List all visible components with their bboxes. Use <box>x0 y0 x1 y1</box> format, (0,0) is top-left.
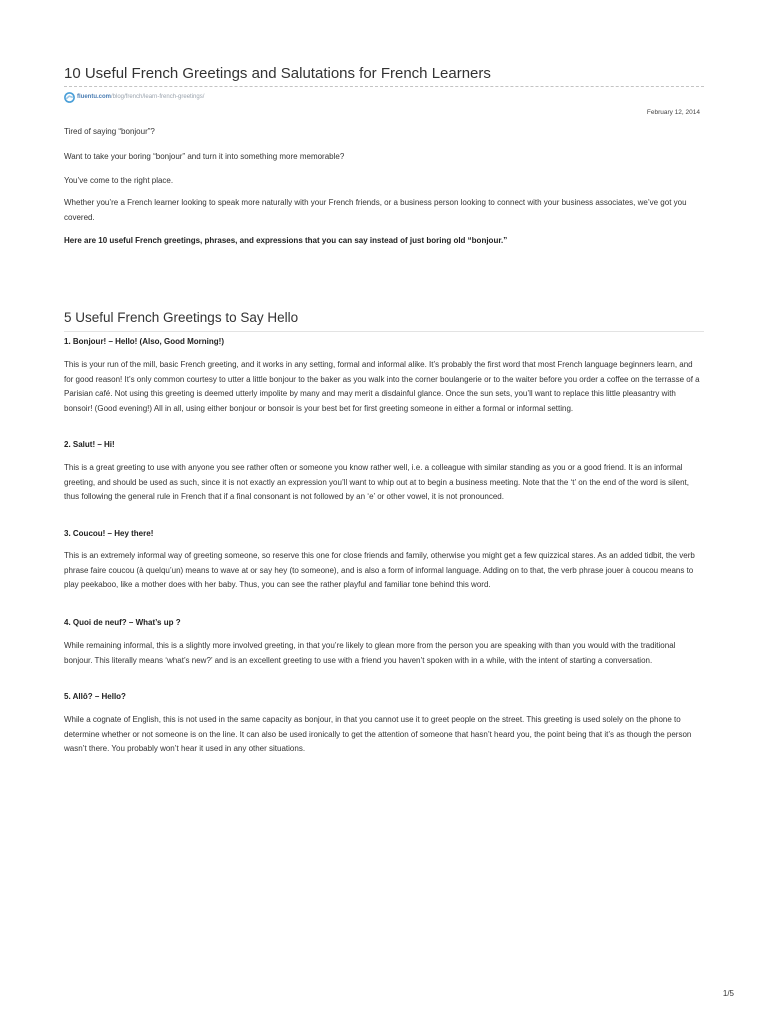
greeting-description: This is a great greeting to use with anyone you see rather often or someone you know rather well, i.e. a colleague with similar standing as you or a good friend. It is an informal greeting, and should be used as such, since it is not exactly an expression you’ll want to whip out at to begin a business meeting. Note that the ‘t’ on the end of the word is silent, thus following the general rule in French that if a final consonant is not followed by an ‘e’ or other vowel, it is not pronounced. <box>64 463 689 501</box>
greeting-description: This is an extremely informal way of greeting someone, so reserve this one for close friends and family, otherwise you might get a few quizzical stares. As an added tidbit, the verb phrase faire coucou (à quelqu’un) means to wave at or say hey (to someone), and is also a form of informal language. Adding on to that, the verb phrase jouer à coucou means to play peekaboo, like a mother does with her baby. Thus, you can see the rather playful and familiar tone behind this word. <box>64 551 695 589</box>
intro-highlight: Here are 10 useful French greetings, phrases, and expressions that you can say instead of just boring old “bonjour.” <box>64 236 508 245</box>
title-divider <box>64 86 704 87</box>
greeting-description: While remaining informal, this is a slightly more involved greeting, in that you’re likely to glean more from the person you are speaking with than you would with the traditional bonjour. This literally means ‘what’s new?’ and is an excellent greeting to use with a friend you haven’t spoken with in a while, with the intent of starting a conversation. <box>64 641 676 665</box>
page-number: 1/5 <box>722 989 734 998</box>
intro-paragraph: Tired of saying “bonjour”? <box>64 127 155 136</box>
greeting-heading: 3. Coucou! – Hey there! <box>64 529 154 538</box>
section-heading: 5 Useful French Greetings to Say Hello <box>64 310 299 325</box>
section-divider <box>64 331 704 332</box>
greeting-heading: 5. Allô? – Hello? <box>64 692 126 701</box>
source-domain[interactable]: fluentu.com <box>77 94 111 100</box>
publish-date: February 12, 2014 <box>646 109 700 116</box>
greeting-description: While a cognate of English, this is not used in the same capacity as bonjour, in that you cannot use it to greet people on the street. This greeting is used solely on the phone to determine whether or not someone is on the line. It can also be used ironically to get the attention of someone that hasn’t heard you, the point being that it’s as though the person wasn’t there. You probably won’t hear it used in any other situations. <box>64 715 692 753</box>
greeting-description: This is your run of the mill, basic French greeting, and it works in any setting, formal and informal alike. It’s probably the first word that most French language beginners learn, and for good reason! It’s only common courtesy to utter a little bonjour to the baker as you walk into the corner boulangerie or to the waiter before you order a coffee on the terrasse of a Parisian café. Not using this greeting is deemed utterly impolite by many and may merit a disdainful glance. Once the sun sets, you’ll want to replace this little pleasantry with bonsoir! (Good evening!) All in all, using either bonjour or bonsoir is your best bet for first greeting someone in either a formal or informal setting. <box>64 360 700 413</box>
greeting-heading: 2. Salut! – Hi! <box>64 440 115 449</box>
link-globe-icon <box>64 92 75 103</box>
intro-paragraph: Whether you’re a French learner looking to speak more naturally with your French friends, or a business person looking to connect with your business associates, we’ve got you covered. <box>64 198 687 222</box>
intro-paragraph: Want to take your boring “bonjour” and turn it into something more memorable? <box>64 152 345 161</box>
source-path[interactable]: /blog/french/learn-french-greetings/ <box>111 94 205 100</box>
greeting-heading: 1. Bonjour! – Hello! (Also, Good Morning!) <box>64 337 224 346</box>
source-url[interactable] <box>64 91 204 103</box>
greeting-heading: 4. Quoi de neuf? – What’s up ? <box>64 618 181 627</box>
document-title: 10 Useful French Greetings and Salutations for French Learners <box>64 65 491 82</box>
intro-paragraph: You’ve come to the right place. <box>64 176 174 185</box>
